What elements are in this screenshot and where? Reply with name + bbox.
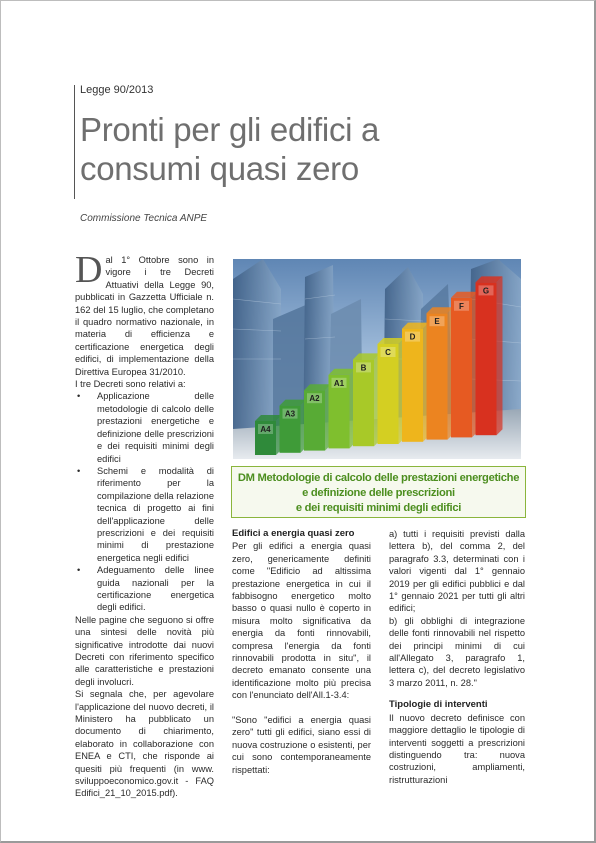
energy-bar bbox=[353, 353, 380, 446]
energy-bar-label: D bbox=[409, 332, 416, 342]
section-label: Legge 90/2013 bbox=[80, 84, 154, 96]
decree-list bbox=[75, 390, 214, 613]
energy-bar bbox=[402, 323, 429, 442]
list-item: • Schemi e modalità di riferimento per la compilazione della relazione tecnica di progetto ai fini dell'applicazione delle prescrizioni e dei requisiti minimi di prestazione energetica negli edifici bbox=[75, 465, 214, 564]
energy-bar bbox=[378, 338, 405, 444]
intro-paragraph-3: Nelle pagine che seguono si offre una sintesi delle novità più significative introdotte dai nuovi Decreti con riferimento specifico alle caratteristiche e prestazioni degli involucri. bbox=[75, 614, 214, 687]
callout-line-2: e definizione delle prescrizioni bbox=[302, 487, 455, 499]
energy-bar-label: A1 bbox=[333, 378, 345, 388]
energy-bar-label: E bbox=[434, 317, 440, 327]
intro-paragraph-2: I tre Decreti sono relativi a: bbox=[75, 379, 186, 390]
energy-bar-label: A4 bbox=[260, 425, 271, 434]
energy-bars-svg bbox=[233, 259, 521, 459]
energy-bar-label: A3 bbox=[284, 409, 296, 419]
section-heading: Tipologie di interventi bbox=[389, 699, 488, 711]
energy-class-illustration bbox=[233, 259, 521, 459]
energy-bar bbox=[476, 276, 503, 435]
energy-bar-label: B bbox=[360, 363, 367, 373]
list-item: • Applicazione delle metodologie di calcolo delle prestazioni energetiche e definizione delle prescrizioni e dei requisiti minimi degli edifici bbox=[75, 390, 214, 464]
dropcap: D bbox=[75, 249, 103, 291]
list-item: • Adeguamento delle linee guida nazionali per la certificazione energetica degli edifici. bbox=[75, 564, 214, 614]
right-paragraph-1: a) tutti i requisiti previsti dalla lettera b), del comma 2, del paragrafo 3.3, determinati con i valori vigenti dal 1° gennaio 2019 per gli edifici pubblici e dal 1° gennaio 2021 per tutti gli altri edifici; bbox=[389, 529, 525, 614]
header-rule bbox=[74, 85, 75, 199]
intro-paragraph-4: Si segnala che, per agevolare l'applicazione del nuovo decreti, il Ministero ha pubblicato un documento di chiarimento, elaborato in collaborazione con ENEA e CTI, che risponde ai quesiti più frequenti (in www. sviluppoeconomico.gov.it - FAQ Edifici_21_10_2015.pdf). bbox=[75, 689, 214, 799]
energy-bar bbox=[280, 400, 307, 453]
intro-paragraph-1 bbox=[75, 249, 214, 378]
title-line-1: Pronti per gli edifici a bbox=[80, 111, 380, 148]
energy-bar-label: F bbox=[459, 301, 464, 311]
byline: Commissione Tecnica ANPE bbox=[80, 213, 208, 224]
spacer bbox=[389, 689, 525, 699]
spacer bbox=[232, 702, 371, 714]
right-paragraph-3: Il nuovo decreto definisce con maggiore dettaglio le tipologie di interventi soggetti a prescrizioni distinguendo tra: nuova costruzioni, ampliamenti, ristrutturazioni bbox=[389, 712, 525, 785]
right-column bbox=[389, 528, 525, 786]
energy-bar bbox=[451, 292, 478, 438]
intro-column bbox=[75, 249, 214, 800]
callout-text bbox=[232, 471, 525, 516]
energy-bar-label: G bbox=[482, 286, 490, 296]
energy-bar bbox=[304, 384, 331, 450]
callout-box bbox=[231, 466, 526, 518]
title-line-2: consumi quasi zero bbox=[80, 150, 359, 187]
callout-line-3: e dei requisiti minimi degli edifici bbox=[295, 502, 462, 514]
mid-paragraph-1: Per gli edifici a energia quasi zero, genericamente definiti come "Edificio ad altissima prestazione energetica in cui il fabbisogno energetico molto basso o quasi nullo è coperto in misura molto significativa da energia da fonti rinnovabili, compresa l'energia da fonti rinnovabili prodotta in situ", il decreto emanato consente una identificazione molto più precisa con l'enunciato dell'All.1-3.4: bbox=[232, 541, 371, 701]
energy-bar bbox=[255, 415, 282, 455]
section-heading: Edifici a energia quasi zero bbox=[232, 528, 355, 539]
energy-bar bbox=[329, 369, 356, 449]
mid-paragraph-2: "Sono "edifici a energia quasi zero" tutti gli edifici, siano essi di nuova costruzione o esistenti, per cui sono contemporaneamente rispettati: bbox=[232, 715, 371, 775]
energy-bar bbox=[427, 307, 454, 439]
intro-p1-text: al 1° Ottobre sono in vigore i tre Decreti Attuativi della Legge 90, pubblicati in Gazzetta Ufficiale n. 162 del 15 luglio, che completano il quadro normativo nazionale, in materia di efficienza e certificazione energetica degli edifici, di implementazione della Direttiva Europea 31/2010. bbox=[75, 255, 214, 377]
energy-bar-label: A2 bbox=[309, 394, 320, 404]
energy-bar-label: C bbox=[385, 348, 391, 357]
page-title bbox=[80, 110, 540, 188]
right-paragraph-2: b) gli obblighi di integrazione delle fonti rinnovabili nel rispetto dei principi minimi di cui all'Allegato 3, paragrafo 1, lettera c), del decreto legislativo 3 marzo 2011, n. 28." bbox=[389, 615, 525, 688]
mid-column bbox=[232, 528, 371, 776]
callout-line-1: DM Metodologie di calcolo delle prestazioni energetiche bbox=[237, 472, 520, 484]
